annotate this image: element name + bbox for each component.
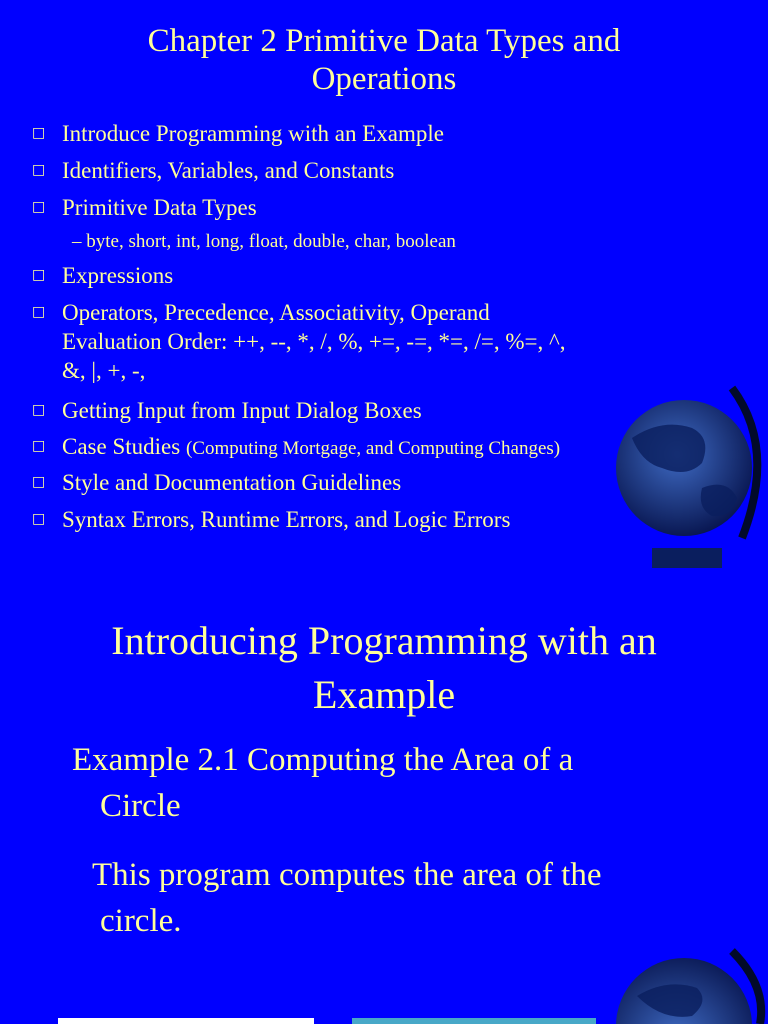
- bullet-item: □ Expressions: [32, 263, 174, 288]
- example-heading: Example 2.1 Computing the Area of a Circle: [72, 742, 574, 824]
- slide-2-title: Introducing Programming with an Example: [111, 618, 657, 717]
- program-description: This program computes the area of the circle.: [92, 857, 602, 939]
- bullet-item: □ Case Studies (Computing Mortgage, and Computing Changes): [32, 434, 561, 459]
- globe-icon: [592, 946, 768, 1024]
- bullet-item: □ Identifiers, Variables, and Constants: [32, 158, 395, 183]
- slide-2: [0, 574, 768, 1024]
- teal-box: [352, 1018, 596, 1024]
- sub-bullet: – byte, short, int, long, float, double, char, boolean: [72, 231, 456, 252]
- bullet-item: □ Getting Input from Input Dialog Boxes: [32, 398, 422, 423]
- white-box: [58, 1018, 314, 1024]
- bullet-item: □ Style and Documentation Guidelines: [32, 470, 402, 495]
- bullet-item: □ Operators, Precedence, Associativity, Operand Evaluation Order: ++, --, *, /, %, +=, -=, *=, /=, %=, ^, &, |, +, -,: [32, 300, 566, 383]
- slide-1-title: Chapter 2 Primitive Data Types and Operations: [147, 23, 621, 97]
- bullet-item: □ Introduce Programming with an Example: [32, 121, 444, 146]
- globe-icon: [592, 368, 768, 568]
- bullet-item: □ Syntax Errors, Runtime Errors, and Logic Errors: [32, 507, 511, 532]
- bullet-item: □ Primitive Data Types: [32, 195, 257, 220]
